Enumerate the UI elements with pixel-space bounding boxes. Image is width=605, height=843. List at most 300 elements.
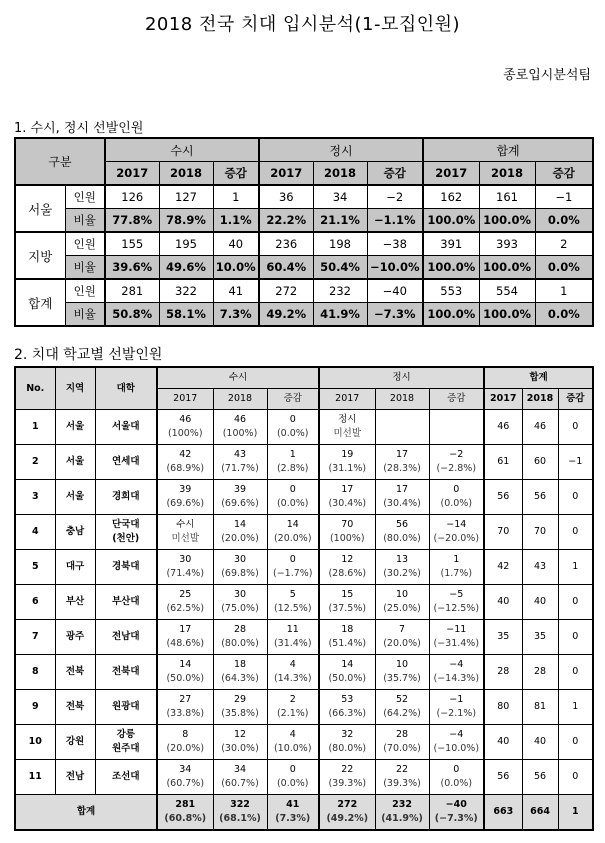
value-sub: 미선발 [333,428,362,439]
count-value: 41 [213,279,259,303]
value-sub: (100%) [222,428,258,439]
team-name: 종로입시분석팀 [503,68,591,83]
value-main: 0 [289,414,296,425]
total-diff: 0 [558,655,593,690]
header-diff: 증감 [367,162,423,186]
count-label: 인원 [65,279,105,303]
count-value: 36 [259,185,313,209]
total-2017: 35 [484,620,522,655]
value-cell [319,480,375,515]
value-cell [319,725,375,760]
value-sub: (7.3%) [275,813,311,824]
row-region: 서울 [55,445,95,480]
ratio-value: 21.1% [313,209,367,233]
row-no: 2 [15,445,55,480]
value-main: 4 [289,729,296,740]
value-sub: (48.6%) [166,638,205,649]
value-sub: (30.2%) [383,568,421,579]
value-sub: (75.0%) [221,603,259,614]
ratio-label: 비율 [65,209,105,233]
total-2018: 43 [522,550,558,585]
univ-name: 전북대 [111,666,140,677]
value-sub: (100%) [329,533,365,544]
total-diff: 0 [558,585,593,620]
value-cell [157,620,213,655]
ratio-value: 49.6% [159,256,213,280]
value-sub: (−12.5%) [433,603,480,614]
value-main: 322 [230,799,250,810]
value-cell [213,795,267,831]
ratio-value: 49.2% [259,303,313,327]
count-value: 155 [105,232,159,256]
row-univ [95,410,157,445]
value-cell [375,445,429,480]
region-cell: 서울 [15,185,65,232]
value-sub: (14.3%) [273,673,312,684]
value-sub: (−31.4%) [433,638,480,649]
header-diff: 증감 [429,389,484,410]
table-row [15,725,593,760]
value-sub: (66.3%) [328,708,367,719]
value-main: −40 [445,799,467,810]
header-jeongsi: 정시 [319,367,484,389]
table-row [15,760,593,795]
value-sub: (0.0%) [440,778,473,789]
header-year: 2017 [423,162,479,186]
total-2017: 40 [484,725,522,760]
value-cell [267,690,319,725]
ratio-value: 50.4% [313,256,367,280]
total-diff: 0 [558,410,593,445]
value-sub: (0.0%) [276,498,309,509]
ratio-value: 100.0% [423,303,479,327]
ratio-value: 50.8% [105,303,159,327]
value-sub: (28.6%) [328,568,367,579]
ratio-label: 비율 [65,303,105,327]
value-cell [319,585,375,620]
value-cell [375,655,429,690]
section1-heading: 1. 수시, 정시 선발인원 [14,121,144,136]
table-row [15,445,593,480]
value-cell [267,515,319,550]
row-univ [95,515,157,550]
total-2018: 56 [522,760,558,795]
table-row [15,410,593,445]
value-sub: (28.3%) [383,463,421,474]
value-main: 17 [341,484,354,495]
value-main: 14 [179,659,192,670]
value-sub: (60.8%) [164,813,207,824]
count-value: 393 [479,232,535,256]
header-region: 지역 [55,367,95,410]
value-cell [319,760,375,795]
count-value: 2 [535,232,593,256]
value-sub: (69.8%) [221,568,259,579]
row-no: 5 [15,550,55,585]
count-value: 232 [313,279,367,303]
value-main: 70 [341,519,354,530]
row-region: 서울 [55,410,95,445]
univ-name-sub: 원주대 [111,743,140,754]
value-sub: (0.0%) [276,778,309,789]
row-no: 10 [15,725,55,760]
value-cell [319,550,375,585]
value-cell [429,620,484,655]
total-2017: 61 [484,445,522,480]
total-diff: 0 [558,620,593,655]
header-univ: 대학 [95,367,157,410]
value-sub: (68.1%) [219,813,261,824]
value-sub: (71.7%) [221,463,259,474]
value-main: 272 [337,799,358,810]
total-2018: 664 [522,795,558,831]
total-diff: 1 [558,550,593,585]
total-row [15,795,593,831]
value-main: 0 [453,484,460,495]
value-cell [157,760,213,795]
value-main: 수시 [176,519,195,530]
row-region: 전남 [55,760,95,795]
univ-name: 서울대 [111,421,140,432]
value-cell [267,760,319,795]
value-cell [267,445,319,480]
count-value: −40 [367,279,423,303]
value-sub: (0.0%) [276,428,309,439]
total-2018: 35 [522,620,558,655]
univ-name: 단국대 [111,519,140,530]
value-main: 12 [233,729,247,740]
value-main: 2 [289,694,296,705]
value-cell [213,410,267,445]
total-2017: 42 [484,550,522,585]
count-label: 인원 [65,232,105,256]
ratio-value: −1.1% [367,209,423,233]
value-main: 19 [341,449,354,460]
value-cell [213,515,267,550]
total-2018: 28 [522,655,558,690]
value-cell [429,480,484,515]
value-sub: (62.5%) [166,603,205,614]
header-year: 2018 [213,389,267,410]
value-cell [213,760,267,795]
count-value: 126 [105,185,159,209]
value-cell [429,690,484,725]
value-sub: (20.0%) [166,743,205,754]
count-value: −38 [367,232,423,256]
univ-name: 원광대 [111,701,140,712]
value-sub: (35.8%) [221,708,259,719]
value-main: 0 [453,764,460,775]
total-diff: −1 [558,445,593,480]
value-main: 39 [179,484,192,495]
value-main: 1 [453,554,460,565]
header-susi: 수시 [157,367,319,389]
value-sub: (49.2%) [326,813,369,824]
value-sub: (20.0%) [383,638,421,649]
ratio-value: 1.1% [213,209,259,233]
value-cell [157,550,213,585]
count-label: 인원 [65,185,105,209]
total-label: 합계 [15,795,157,831]
value-main: 28 [233,624,247,635]
row-region: 전북 [55,690,95,725]
row-region: 서울 [55,480,95,515]
value-cell [375,480,429,515]
value-cell [375,515,429,550]
row-no: 7 [15,620,55,655]
value-cell [375,725,429,760]
value-sub: (−1.7%) [273,568,313,579]
univ-name: 부산대 [111,596,140,607]
value-cell [319,655,375,690]
table-row [15,480,593,515]
value-main: 17 [395,449,409,460]
value-cell [429,445,484,480]
header-year: 2018 [375,389,429,410]
value-cell [267,585,319,620]
ratio-value: 100.0% [479,303,535,327]
value-cell [375,550,429,585]
ratio-value: 100.0% [479,256,535,280]
value-cell [213,725,267,760]
ratio-value: 77.8% [105,209,159,233]
university-selection-table [14,366,594,831]
univ-name: 조선대 [111,771,140,782]
ratio-value: 10.0% [213,256,259,280]
value-main: 18 [233,659,247,670]
row-no: 3 [15,480,55,515]
value-sub: (30.4%) [383,498,421,509]
row-region: 대구 [55,550,95,585]
header-diff: 증감 [558,389,593,410]
header-year: 2018 [313,162,367,186]
value-main: 17 [395,484,409,495]
total-2018: 56 [522,480,558,515]
value-main: 39 [233,484,247,495]
header-year: 2018 [479,162,535,186]
value-sub: (30.4%) [328,498,367,509]
ratio-value: 58.1% [159,303,213,327]
value-cell [157,655,213,690]
value-main: 15 [341,589,354,600]
row-region: 광주 [55,620,95,655]
value-main: 11 [286,624,299,635]
count-value: 1 [535,279,593,303]
value-main: 34 [233,764,247,775]
value-main: 30 [233,589,247,600]
value-cell [213,620,267,655]
value-cell [213,655,267,690]
value-main: 41 [286,799,300,810]
value-main: 5 [289,589,296,600]
value-cell [157,410,213,445]
univ-name-sub: (천안) [112,533,140,544]
value-sub: (−14.3%) [433,673,480,684]
total-2018: 60 [522,445,558,480]
value-main: 4 [289,659,296,670]
ratio-value: −7.3% [367,303,423,327]
value-main: 232 [392,799,412,810]
value-sub: (2.8%) [276,463,309,474]
value-cell [267,550,319,585]
value-cell [375,620,429,655]
value-sub: (69.6%) [166,498,205,509]
value-main: 7 [398,624,406,635]
value-main: 46 [233,414,247,425]
count-value: 553 [423,279,479,303]
row-region: 부산 [55,585,95,620]
value-cell [267,655,319,690]
value-cell [429,760,484,795]
value-sub: (64.3%) [221,673,259,684]
count-value: 554 [479,279,535,303]
header-total: 합계 [484,367,593,389]
value-cell [429,410,484,445]
section2-heading: 2. 치대 학교별 선발인원 [14,347,163,363]
value-main: −4 [449,729,464,740]
value-main: 1 [289,449,296,460]
value-main: 52 [395,694,409,705]
region-cell: 지방 [15,232,65,279]
header-year: 2017 [484,389,522,410]
value-main: 46 [179,414,192,425]
count-value: 322 [159,279,213,303]
value-sub: (35.7%) [383,673,421,684]
count-value: 198 [313,232,367,256]
value-sub: (−10.0%) [433,743,480,754]
value-sub: (−7.3%) [434,813,478,824]
header-year: 2017 [259,162,313,186]
row-no: 6 [15,585,55,620]
header-year: 2018 [522,389,558,410]
header-year: 2018 [159,162,213,186]
value-main: 17 [179,624,192,635]
value-main: 14 [341,659,354,670]
value-cell [429,725,484,760]
value-main: −4 [449,659,464,670]
value-sub: (39.3%) [328,778,367,789]
row-univ [95,550,157,585]
count-value: 162 [423,185,479,209]
value-cell [213,550,267,585]
value-sub: (70.0%) [383,743,421,754]
value-sub: (20.0%) [221,533,259,544]
value-cell [157,585,213,620]
univ-name: 경희대 [111,491,140,502]
value-cell [157,795,213,831]
value-sub: (71.4%) [166,568,205,579]
row-univ [95,725,157,760]
ratio-value: 39.6% [105,256,159,280]
univ-name: 강릉 [116,729,135,740]
value-sub: (51.4%) [328,638,367,649]
count-value: 236 [259,232,313,256]
value-sub: (100%) [167,428,203,439]
value-main: 43 [233,449,247,460]
value-cell [213,690,267,725]
ratio-value: 41.9% [313,303,367,327]
value-main: −11 [446,624,467,635]
value-sub: (−20.0%) [433,533,480,544]
total-2018: 70 [522,515,558,550]
row-no: 4 [15,515,55,550]
count-value: 272 [259,279,313,303]
ratio-value: 100.0% [423,256,479,280]
header-diff: 증감 [213,162,259,186]
value-sub: (64.2%) [383,708,421,719]
value-cell [429,795,484,831]
value-cell [267,620,319,655]
ratio-label: 비율 [65,256,105,280]
univ-name: 전남대 [111,631,140,642]
value-main: 28 [395,729,409,740]
value-cell [375,410,429,445]
row-region: 강원 [55,725,95,760]
value-cell [375,760,429,795]
value-main: 53 [341,694,354,705]
value-sub: (20.0%) [273,533,312,544]
value-main: 25 [179,589,192,600]
value-cell [319,515,375,550]
header-total: 합계 [423,138,593,162]
ratio-value: 0.0% [535,209,593,233]
total-2017: 80 [484,690,522,725]
value-sub: (0.0%) [440,498,473,509]
value-main: 18 [341,624,354,635]
ratio-value: 0.0% [535,256,593,280]
selection-summary-table [14,137,594,327]
total-diff: 1 [558,795,593,831]
table-row [15,655,593,690]
value-main: 27 [179,694,192,705]
value-sub: (12.5%) [273,603,312,614]
value-main: 8 [182,729,189,740]
row-no: 9 [15,690,55,725]
count-value: 391 [423,232,479,256]
row-no: 11 [15,760,55,795]
count-value: 127 [159,185,213,209]
value-sub: (80.0%) [328,743,367,754]
value-sub: (33.8%) [166,708,205,719]
value-sub: (−2.8%) [436,463,477,474]
total-2017: 28 [484,655,522,690]
ratio-value: 100.0% [479,209,535,233]
ratio-value: 60.4% [259,256,313,280]
value-sub: (39.3%) [383,778,421,789]
table-row [15,550,593,585]
value-sub: (1.7%) [440,568,473,579]
value-main: 281 [175,799,196,810]
count-value: 195 [159,232,213,256]
value-cell [213,585,267,620]
row-no: 8 [15,655,55,690]
row-univ [95,585,157,620]
total-2017: 40 [484,585,522,620]
value-cell [375,585,429,620]
value-cell [429,585,484,620]
header-gubun: 구분 [15,138,105,185]
value-sub: 미선발 [171,533,200,544]
value-sub: (69.6%) [221,498,259,509]
value-main: 22 [395,764,409,775]
total-diff: 1 [558,690,593,725]
value-sub: (68.9%) [166,463,205,474]
value-cell [157,690,213,725]
total-2018: 40 [522,585,558,620]
ratio-value: −10.0% [367,256,423,280]
value-main: 22 [341,764,354,775]
value-cell [267,410,319,445]
